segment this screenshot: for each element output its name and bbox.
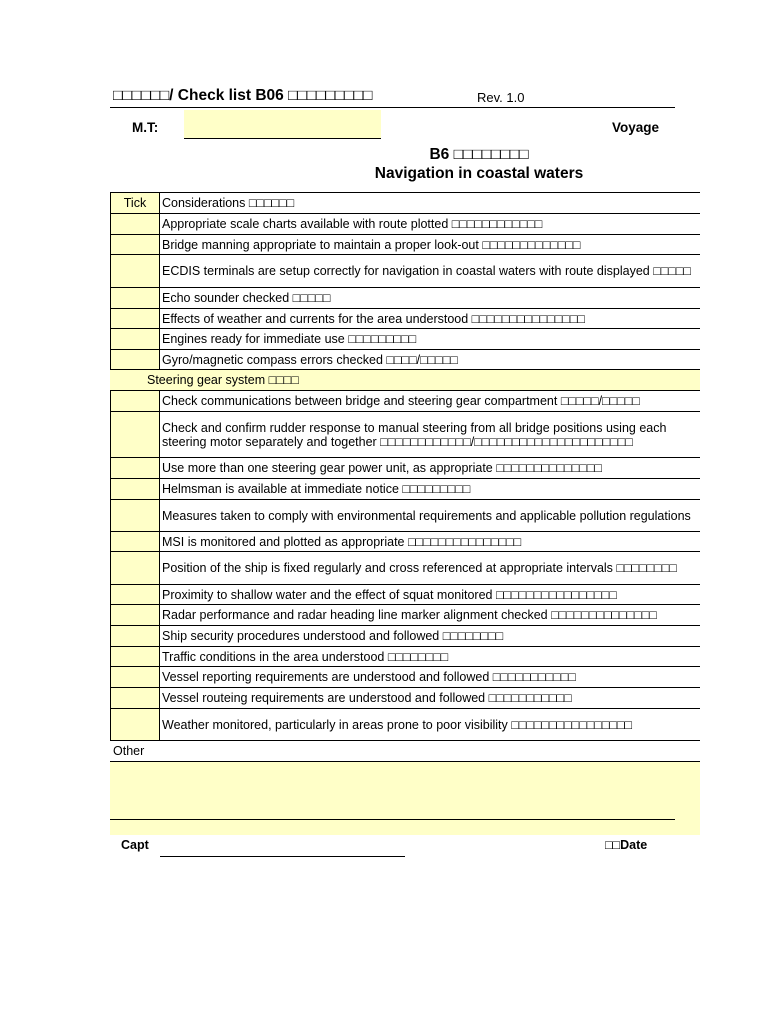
table-row bbox=[110, 531, 700, 551]
table-row bbox=[110, 584, 700, 604]
tick-box[interactable] bbox=[110, 532, 160, 551]
captain-signature-field[interactable] bbox=[160, 835, 405, 857]
tick-box[interactable] bbox=[110, 479, 160, 499]
checklist-item-text: Appropriate scale charts available with route plotted □□□□□□□□□□□□ bbox=[162, 217, 543, 231]
checklist-item-text: Engines ready for immediate use □□□□□□□□□ bbox=[162, 332, 417, 346]
other-notes-field[interactable] bbox=[110, 761, 700, 835]
mt-label: M.T: bbox=[132, 120, 159, 135]
checklist-item-text: Check communications between bridge and steering gear compartment □□□□□/□□□□□ bbox=[162, 394, 640, 408]
voyage-label: Voyage bbox=[612, 120, 660, 135]
checklist-item-text: Use more than one steering gear power unit, as appropriate □□□□□□□□□□□□□□ bbox=[162, 461, 602, 475]
table-row bbox=[110, 213, 700, 234]
checklist-item-text: Radar performance and radar heading line marker alignment checked □□□□□□□□□□□□□□ bbox=[162, 608, 657, 622]
table-row bbox=[110, 390, 700, 411]
tick-box[interactable] bbox=[110, 688, 160, 708]
checklist-item-text: Vessel reporting requirements are understood and followed □□□□□□□□□□□ bbox=[162, 670, 576, 684]
table-row bbox=[110, 604, 700, 625]
tick-box[interactable] bbox=[110, 605, 160, 625]
tick-box[interactable] bbox=[110, 458, 160, 478]
tick-column-header: Tick bbox=[110, 193, 160, 213]
other-row bbox=[110, 740, 700, 761]
tick-box[interactable] bbox=[110, 667, 160, 687]
section-code-heading: B6 □□□□□□□□ bbox=[429, 146, 529, 163]
checklist-item-text: Helmsman is available at immediate notice □□□□□□□□□ bbox=[162, 482, 471, 496]
checklist-table bbox=[110, 192, 700, 842]
steering-section-label: Steering gear system □□□□ bbox=[147, 373, 299, 387]
considerations-header: Considerations □□□□□□ bbox=[162, 196, 295, 210]
notes-bottom-rule bbox=[110, 819, 675, 820]
tick-box[interactable] bbox=[110, 255, 160, 287]
mt-name-field[interactable] bbox=[184, 110, 381, 139]
checklist-item-text: Weather monitored, particularly in areas prone to poor visibility □□□□□□□□□□□□□□□□ bbox=[162, 717, 633, 732]
table-row bbox=[110, 411, 700, 457]
table-row bbox=[110, 328, 700, 349]
table-row bbox=[110, 457, 700, 478]
tick-box[interactable] bbox=[110, 412, 160, 457]
title-underline bbox=[110, 107, 675, 108]
tick-box[interactable] bbox=[110, 329, 160, 349]
table-row bbox=[110, 234, 700, 254]
tick-box[interactable] bbox=[110, 391, 160, 411]
table-row bbox=[110, 287, 700, 308]
other-label: Other bbox=[113, 744, 145, 758]
checklist-item-text: ECDIS terminals are setup correctly for navigation in coastal waters with route displayed □□□□□ bbox=[162, 264, 691, 278]
tick-box[interactable] bbox=[110, 709, 160, 740]
captain-label: Capt bbox=[121, 838, 149, 852]
checklist-item-text: Ship security procedures understood and followed □□□□□□□□ bbox=[162, 629, 504, 643]
table-row bbox=[110, 254, 700, 287]
checklist-item-text: Gyro/magnetic compass errors checked □□□□/□□□□□ bbox=[162, 352, 458, 367]
table-header-row bbox=[110, 192, 700, 213]
checklist-item-text: Echo sounder checked □□□□□ bbox=[162, 291, 331, 305]
checklist-title: □□□□□□/ Check list B06 □□□□□□□□□ bbox=[113, 87, 373, 104]
table-row bbox=[110, 687, 700, 708]
checklist-item-text: Traffic conditions in the area understood □□□□□□□□ bbox=[162, 649, 449, 664]
table-row bbox=[110, 478, 700, 499]
date-label: □□Date bbox=[605, 838, 648, 852]
table-row bbox=[110, 625, 700, 646]
checklist-item-text: Effects of weather and currents for the area understood □□□□□□□□□□□□□□□ bbox=[162, 311, 585, 326]
checklist-item-text: Position of the ship is fixed regularly and cross referenced at appropriate intervals □□□□□□□□ bbox=[162, 561, 677, 575]
checklist-item-text: Check and confirm rudder response to manual steering from all bridge positions using each steering motor separately and together □□□□□□□□□□□□/□□□□□□□□□□□□□□□□□□□□□ bbox=[162, 420, 667, 449]
tick-box[interactable] bbox=[110, 552, 160, 584]
table-row bbox=[110, 666, 700, 687]
tick-box[interactable] bbox=[110, 626, 160, 646]
table-row bbox=[110, 308, 700, 328]
checklist-item-text: Bridge manning appropriate to maintain a proper look-out □□□□□□□□□□□□□ bbox=[162, 237, 581, 252]
tick-box[interactable] bbox=[110, 647, 160, 666]
table-row bbox=[110, 551, 700, 584]
tick-box[interactable] bbox=[110, 214, 160, 234]
table-row bbox=[110, 646, 700, 666]
revision-label: Rev. 1.0 bbox=[477, 90, 525, 105]
tick-box[interactable] bbox=[110, 585, 160, 604]
checklist-item-text: MSI is monitored and plotted as appropriate □□□□□□□□□□□□□□□ bbox=[162, 534, 522, 549]
tick-box[interactable] bbox=[110, 350, 160, 369]
checklist-item-text: Measures taken to comply with environmental requirements and applicable pollution regulations bbox=[162, 508, 691, 523]
checklist-item-text: Proximity to shallow water and the effect of squat monitored □□□□□□□□□□□□□□□□ bbox=[162, 587, 617, 602]
tick-box[interactable] bbox=[110, 288, 160, 308]
checklist-item-text: Vessel routeing requirements are understood and followed □□□□□□□□□□□ bbox=[162, 691, 572, 705]
table-row bbox=[110, 499, 700, 531]
tick-box[interactable] bbox=[110, 235, 160, 254]
section-title-heading: Navigation in coastal waters bbox=[374, 165, 584, 182]
table-row bbox=[110, 349, 700, 369]
tick-box[interactable] bbox=[110, 500, 160, 531]
tick-box[interactable] bbox=[110, 309, 160, 328]
table-row bbox=[110, 708, 700, 740]
steering-section-header bbox=[110, 369, 700, 390]
